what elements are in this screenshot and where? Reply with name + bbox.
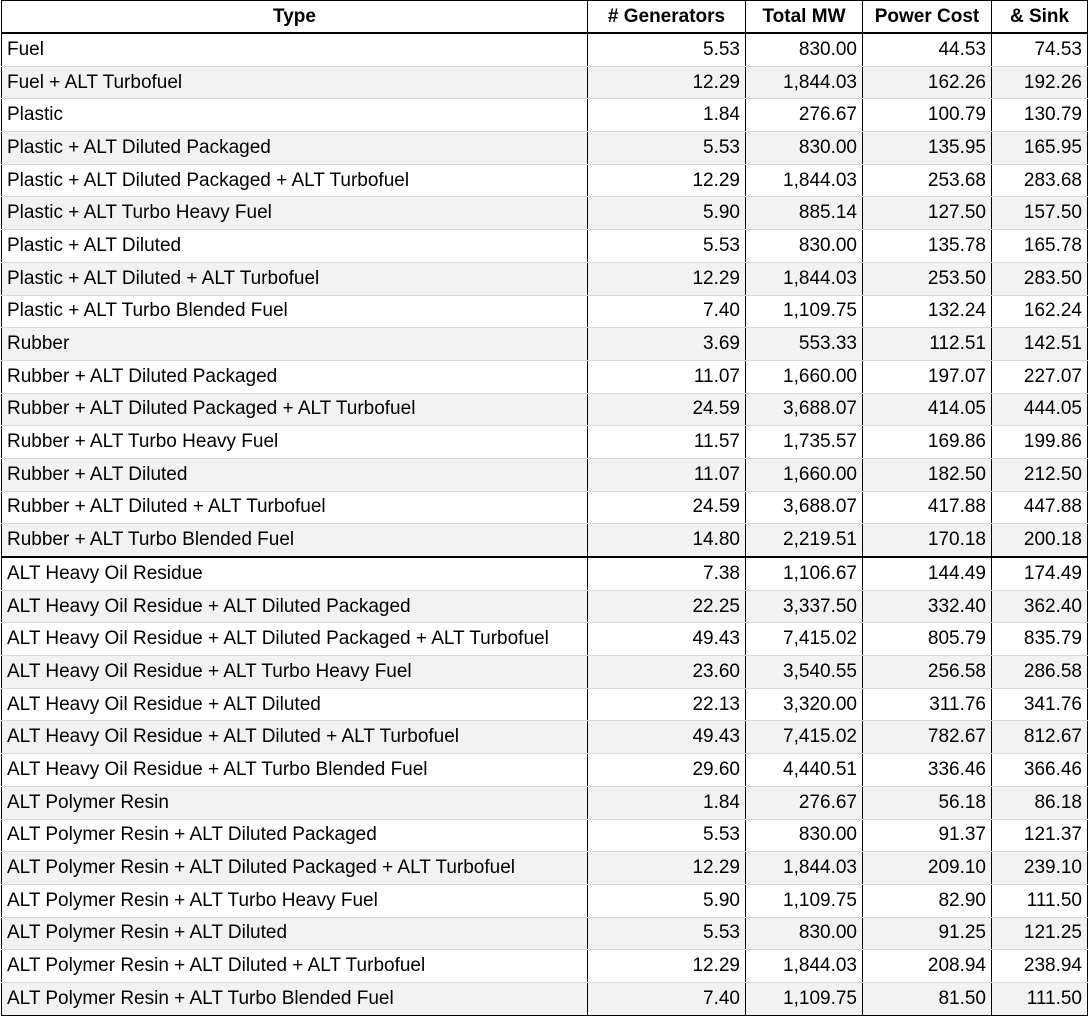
column-header-type[interactable]: Type: [2, 1, 588, 34]
cell-total-mw[interactable]: 3,688.07: [746, 491, 863, 524]
table-row[interactable]: [2, 786, 1088, 819]
table-row[interactable]: [2, 295, 1088, 328]
cell-total-mw[interactable]: 885.14: [746, 197, 863, 230]
cell-generators[interactable]: 5.53: [588, 33, 746, 66]
cell-generators[interactable]: 12.29: [588, 950, 746, 983]
cell-power-cost[interactable]: 100.79: [863, 99, 992, 132]
cell-type[interactable]: Plastic + ALT Diluted + ALT Turbofuel: [2, 262, 588, 295]
cell-type[interactable]: Fuel + ALT Turbofuel: [2, 66, 588, 99]
table-row[interactable]: [2, 721, 1088, 754]
cell-generators[interactable]: 49.43: [588, 623, 746, 656]
cell-sink[interactable]: 812.67: [992, 721, 1088, 754]
cell-power-cost[interactable]: 414.05: [863, 393, 992, 426]
cell-generators[interactable]: 12.29: [588, 852, 746, 885]
cell-generators[interactable]: 11.07: [588, 360, 746, 393]
cell-type[interactable]: Rubber + ALT Diluted + ALT Turbofuel: [2, 491, 588, 524]
cell-total-mw[interactable]: 3,337.50: [746, 590, 863, 623]
cell-generators[interactable]: 7.40: [588, 982, 746, 1015]
cell-power-cost[interactable]: 135.95: [863, 132, 992, 165]
table-row[interactable]: [2, 491, 1088, 524]
cell-total-mw[interactable]: 1,844.03: [746, 950, 863, 983]
cell-type[interactable]: ALT Polymer Resin + ALT Diluted + ALT Turbofuel: [2, 950, 588, 983]
table-row[interactable]: [2, 524, 1088, 557]
cell-generators[interactable]: 1.84: [588, 786, 746, 819]
cell-sink[interactable]: 174.49: [992, 557, 1088, 590]
cell-sink[interactable]: 238.94: [992, 950, 1088, 983]
cell-type[interactable]: ALT Polymer Resin + ALT Diluted Packaged + ALT Turbofuel: [2, 852, 588, 885]
cell-type[interactable]: ALT Polymer Resin + ALT Diluted Packaged: [2, 819, 588, 852]
cell-sink[interactable]: 111.50: [992, 884, 1088, 917]
cell-power-cost[interactable]: 56.18: [863, 786, 992, 819]
table-row[interactable]: [2, 754, 1088, 787]
cell-generators[interactable]: 12.29: [588, 262, 746, 295]
cell-type[interactable]: ALT Heavy Oil Residue + ALT Diluted + ALT Turbofuel: [2, 721, 588, 754]
cell-power-cost[interactable]: 332.40: [863, 590, 992, 623]
table-row[interactable]: [2, 458, 1088, 491]
cell-power-cost[interactable]: 782.67: [863, 721, 992, 754]
cell-total-mw[interactable]: 1,109.75: [746, 982, 863, 1015]
cell-power-cost[interactable]: 805.79: [863, 623, 992, 656]
table-row[interactable]: [2, 393, 1088, 426]
table-row[interactable]: [2, 623, 1088, 656]
cell-total-mw[interactable]: 1,844.03: [746, 66, 863, 99]
cell-total-mw[interactable]: 1,660.00: [746, 458, 863, 491]
table-header: [2, 1, 1088, 34]
cell-total-mw[interactable]: 830.00: [746, 230, 863, 263]
cell-type[interactable]: Rubber + ALT Turbo Blended Fuel: [2, 524, 588, 557]
cell-sink[interactable]: 447.88: [992, 491, 1088, 524]
cell-sink[interactable]: 157.50: [992, 197, 1088, 230]
cell-generators[interactable]: 7.38: [588, 557, 746, 590]
cell-total-mw[interactable]: 1,660.00: [746, 360, 863, 393]
cell-type[interactable]: ALT Polymer Resin + ALT Turbo Blended Fuel: [2, 982, 588, 1015]
cell-power-cost[interactable]: 208.94: [863, 950, 992, 983]
table-row[interactable]: [2, 982, 1088, 1015]
cell-sink[interactable]: 130.79: [992, 99, 1088, 132]
cell-generators[interactable]: 29.60: [588, 754, 746, 787]
cell-total-mw[interactable]: 276.67: [746, 99, 863, 132]
cell-total-mw[interactable]: 1,844.03: [746, 852, 863, 885]
cell-type[interactable]: Rubber + ALT Turbo Heavy Fuel: [2, 426, 588, 459]
cell-type[interactable]: Rubber + ALT Diluted Packaged + ALT Turbofuel: [2, 393, 588, 426]
cell-total-mw[interactable]: 830.00: [746, 917, 863, 950]
table-body: [2, 33, 1088, 1015]
table-row[interactable]: [2, 688, 1088, 721]
table-row[interactable]: [2, 230, 1088, 263]
cell-power-cost[interactable]: 169.86: [863, 426, 992, 459]
cell-sink[interactable]: 192.26: [992, 66, 1088, 99]
cell-total-mw[interactable]: 7,415.02: [746, 623, 863, 656]
cell-power-cost[interactable]: 311.76: [863, 688, 992, 721]
cell-sink[interactable]: 142.51: [992, 328, 1088, 361]
cell-total-mw[interactable]: 1,844.03: [746, 164, 863, 197]
cell-total-mw[interactable]: 553.33: [746, 328, 863, 361]
table-row[interactable]: [2, 426, 1088, 459]
cell-generators[interactable]: 5.53: [588, 917, 746, 950]
cell-type[interactable]: Plastic + ALT Diluted Packaged + ALT Turbofuel: [2, 164, 588, 197]
cell-type[interactable]: ALT Heavy Oil Residue + ALT Turbo Heavy Fuel: [2, 656, 588, 689]
cell-total-mw[interactable]: 3,688.07: [746, 393, 863, 426]
cell-power-cost[interactable]: 256.58: [863, 656, 992, 689]
table-row[interactable]: [2, 33, 1088, 66]
cell-type[interactable]: Plastic + ALT Turbo Heavy Fuel: [2, 197, 588, 230]
cell-sink[interactable]: 165.78: [992, 230, 1088, 263]
cell-generators[interactable]: 22.25: [588, 590, 746, 623]
table-row[interactable]: [2, 197, 1088, 230]
cell-sink[interactable]: 111.50: [992, 982, 1088, 1015]
cell-total-mw[interactable]: 830.00: [746, 819, 863, 852]
table-row[interactable]: [2, 99, 1088, 132]
cell-total-mw[interactable]: 1,844.03: [746, 262, 863, 295]
cell-generators[interactable]: 14.80: [588, 524, 746, 557]
cell-type[interactable]: ALT Heavy Oil Residue + ALT Diluted: [2, 688, 588, 721]
power-generation-table: [1, 0, 1088, 1016]
cell-total-mw[interactable]: 830.00: [746, 132, 863, 165]
cell-type[interactable]: Plastic + ALT Diluted Packaged: [2, 132, 588, 165]
cell-sink[interactable]: 362.40: [992, 590, 1088, 623]
table-row[interactable]: [2, 132, 1088, 165]
cell-sink[interactable]: 835.79: [992, 623, 1088, 656]
cell-sink[interactable]: 212.50: [992, 458, 1088, 491]
cell-generators[interactable]: 23.60: [588, 656, 746, 689]
cell-type[interactable]: ALT Heavy Oil Residue: [2, 557, 588, 590]
table-row[interactable]: [2, 950, 1088, 983]
cell-power-cost[interactable]: 197.07: [863, 360, 992, 393]
cell-total-mw[interactable]: 7,415.02: [746, 721, 863, 754]
column-header-sink[interactable]: & Sink: [992, 1, 1088, 34]
cell-type[interactable]: ALT Polymer Resin: [2, 786, 588, 819]
cell-sink[interactable]: 199.86: [992, 426, 1088, 459]
cell-sink[interactable]: 239.10: [992, 852, 1088, 885]
cell-total-mw[interactable]: 830.00: [746, 33, 863, 66]
cell-type[interactable]: ALT Polymer Resin + ALT Diluted: [2, 917, 588, 950]
cell-total-mw[interactable]: 3,320.00: [746, 688, 863, 721]
cell-generators[interactable]: 5.90: [588, 884, 746, 917]
cell-generators[interactable]: 11.07: [588, 458, 746, 491]
cell-sink[interactable]: 366.46: [992, 754, 1088, 787]
cell-generators[interactable]: 1.84: [588, 99, 746, 132]
cell-power-cost[interactable]: 209.10: [863, 852, 992, 885]
cell-generators[interactable]: 5.53: [588, 132, 746, 165]
cell-power-cost[interactable]: 336.46: [863, 754, 992, 787]
cell-power-cost[interactable]: 253.50: [863, 262, 992, 295]
table-row[interactable]: [2, 884, 1088, 917]
cell-generators[interactable]: 49.43: [588, 721, 746, 754]
cell-power-cost[interactable]: 135.78: [863, 230, 992, 263]
table-row[interactable]: [2, 262, 1088, 295]
cell-generators[interactable]: 7.40: [588, 295, 746, 328]
cell-sink[interactable]: 227.07: [992, 360, 1088, 393]
cell-power-cost[interactable]: 112.51: [863, 328, 992, 361]
cell-generators[interactable]: 12.29: [588, 66, 746, 99]
cell-type[interactable]: ALT Heavy Oil Residue + ALT Diluted Packaged + ALT Turbofuel: [2, 623, 588, 656]
cell-generators[interactable]: 5.53: [588, 230, 746, 263]
column-header-generators[interactable]: # Generators: [588, 1, 746, 34]
cell-sink[interactable]: 283.50: [992, 262, 1088, 295]
table-row[interactable]: [2, 852, 1088, 885]
cell-generators[interactable]: 5.53: [588, 819, 746, 852]
cell-generators[interactable]: 5.90: [588, 197, 746, 230]
cell-power-cost[interactable]: 170.18: [863, 524, 992, 557]
cell-sink[interactable]: 74.53: [992, 33, 1088, 66]
cell-generators[interactable]: 24.59: [588, 393, 746, 426]
cell-power-cost[interactable]: 44.53: [863, 33, 992, 66]
cell-power-cost[interactable]: 182.50: [863, 458, 992, 491]
table-row[interactable]: [2, 590, 1088, 623]
cell-generators[interactable]: 11.57: [588, 426, 746, 459]
cell-total-mw[interactable]: 4,440.51: [746, 754, 863, 787]
cell-type[interactable]: Rubber + ALT Diluted Packaged: [2, 360, 588, 393]
cell-generators[interactable]: 3.69: [588, 328, 746, 361]
cell-type[interactable]: Rubber + ALT Diluted: [2, 458, 588, 491]
cell-type[interactable]: Plastic + ALT Diluted: [2, 230, 588, 263]
cell-power-cost[interactable]: 81.50: [863, 982, 992, 1015]
cell-sink[interactable]: 444.05: [992, 393, 1088, 426]
cell-total-mw[interactable]: 3,540.55: [746, 656, 863, 689]
cell-sink[interactable]: 286.58: [992, 656, 1088, 689]
cell-sink[interactable]: 341.76: [992, 688, 1088, 721]
table-row[interactable]: [2, 66, 1088, 99]
cell-type[interactable]: ALT Polymer Resin + ALT Turbo Heavy Fuel: [2, 884, 588, 917]
cell-type[interactable]: Plastic: [2, 99, 588, 132]
cell-type[interactable]: Rubber: [2, 328, 588, 361]
cell-power-cost[interactable]: 82.90: [863, 884, 992, 917]
column-header-power-cost[interactable]: Power Cost: [863, 1, 992, 34]
cell-power-cost[interactable]: 127.50: [863, 197, 992, 230]
table-row[interactable]: [2, 917, 1088, 950]
table-row[interactable]: [2, 557, 1088, 590]
header-row: [2, 1, 1088, 34]
cell-sink[interactable]: 121.25: [992, 917, 1088, 950]
cell-sink[interactable]: 162.24: [992, 295, 1088, 328]
cell-type[interactable]: ALT Heavy Oil Residue + ALT Diluted Packaged: [2, 590, 588, 623]
cell-power-cost[interactable]: 91.25: [863, 917, 992, 950]
table-row[interactable]: [2, 328, 1088, 361]
cell-generators[interactable]: 12.29: [588, 164, 746, 197]
cell-power-cost[interactable]: 253.68: [863, 164, 992, 197]
column-header-total-mw[interactable]: Total MW: [746, 1, 863, 34]
cell-sink[interactable]: 165.95: [992, 132, 1088, 165]
table-row[interactable]: [2, 164, 1088, 197]
table-row[interactable]: [2, 656, 1088, 689]
cell-power-cost[interactable]: 417.88: [863, 491, 992, 524]
cell-sink[interactable]: 200.18: [992, 524, 1088, 557]
cell-sink[interactable]: 121.37: [992, 819, 1088, 852]
cell-total-mw[interactable]: 1,735.57: [746, 426, 863, 459]
cell-power-cost[interactable]: 91.37: [863, 819, 992, 852]
cell-total-mw[interactable]: 2,219.51: [746, 524, 863, 557]
cell-power-cost[interactable]: 162.26: [863, 66, 992, 99]
cell-total-mw[interactable]: 276.67: [746, 786, 863, 819]
cell-total-mw[interactable]: 1,106.67: [746, 557, 863, 590]
cell-power-cost[interactable]: 144.49: [863, 557, 992, 590]
table-row[interactable]: [2, 360, 1088, 393]
cell-type[interactable]: Fuel: [2, 33, 588, 66]
cell-total-mw[interactable]: 1,109.75: [746, 884, 863, 917]
cell-sink[interactable]: 86.18: [992, 786, 1088, 819]
table-row[interactable]: [2, 819, 1088, 852]
cell-power-cost[interactable]: 132.24: [863, 295, 992, 328]
cell-total-mw[interactable]: 1,109.75: [746, 295, 863, 328]
cell-type[interactable]: Plastic + ALT Turbo Blended Fuel: [2, 295, 588, 328]
cell-generators[interactable]: 22.13: [588, 688, 746, 721]
cell-sink[interactable]: 283.68: [992, 164, 1088, 197]
cell-type[interactable]: ALT Heavy Oil Residue + ALT Turbo Blended Fuel: [2, 754, 588, 787]
cell-generators[interactable]: 24.59: [588, 491, 746, 524]
